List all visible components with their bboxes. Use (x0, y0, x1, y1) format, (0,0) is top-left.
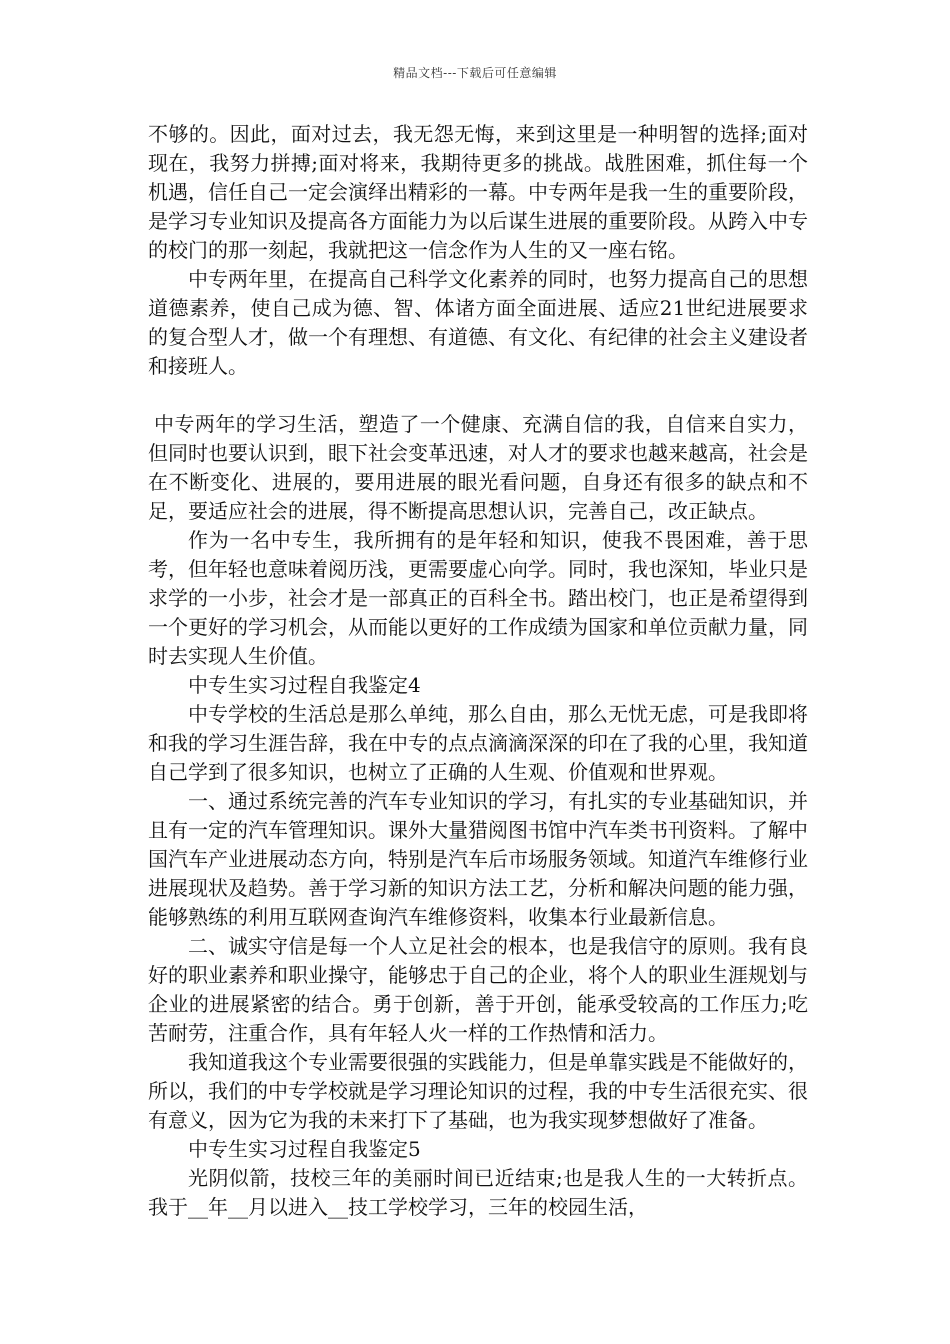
paragraph-3: 中专两年的学习生活，塑造了一个健康、充满自信的我，自信来自实力，但同时也要认识到，眼下社会变革迅速，对人才的要求也越来越高，社会是在不断变化、进展的，要用进展的眼光看问题，自身还有很多的缺点和不足，要适应社会的进展，得不断提高思想认识，完善自己，改正缺点。 (148, 412, 808, 523)
paragraph-4: 作为一名中专生，我所拥有的是年轻和知识，使我不畏困难，善于思考，但年轻也意味着阅历浅，更需要虚心向学。同时，我也深知，毕业只是求学的一小步，社会才是一部真正的百科全书。踏出校门，也正是希望得到一个更好的学习机会，从而能以更好的工作成绩为国家和单位贡献力量，同时去实现人生价值。 (148, 528, 808, 668)
paragraph-5: 中专学校的生活总是那么单纯，那么自由，那么无忧无虑，可是我即将和我的学习生涯告辞，我在中专的点点滴滴深深的印在了我的心里，我知道自己学到了很多知识，也树立了正确的人生观、价值观和世界观。 (148, 702, 808, 784)
document-body (148, 120, 808, 1222)
paragraph-1: 不够的。因此，面对过去，我无怨无悔，来到这里是一种明智的选择;面对现在，我努力拼搏;面对将来，我期待更多的挑战。战胜困难，抓住每一个机遇，信任自己一定会演绎出精彩的一幕。中专两年是我一生的重要阶段，是学习专业知识及提高各方面能力为以后谋生进展的重要阶段。从跨入中专的校门的那一刻起，我就把这一信念作为人生的又一座右铭。 (148, 122, 808, 262)
section-heading-5: 中专生实习过程自我鉴定5 (188, 1137, 421, 1161)
page-header: 精品文档---下载后可任意编辑 (393, 66, 557, 80)
paragraph-7: 二、诚实守信是每一个人立足社会的根本，也是我信守的原则。我有良好的职业素养和职业操守，能够忠于自己的企业，将个人的职业生涯规划与企业的进展紧密的结合。勇于创新，善于开创，能承受较高的工作压力;吃苦耐劳，注重合作，具有年轻人火一样的工作热情和活力。 (148, 934, 808, 1045)
blank-line (148, 381, 808, 410)
paragraph-8: 我知道我这个专业需要很强的实践能力，但是单靠实践是不能做好的，所以，我们的中专学校就是学习理论知识的过程，我的中专生活很充实、很有意义，因为它为我的未来打下了基础，也为我实现梦想做好了准备。 (148, 1050, 808, 1132)
paragraph-2: 中专两年里，在提高自己科学文化素养的同时，也努力提高自己的思想道德素养，使自己成为德、智、体诸方面全面进展、适应21世纪进展要求的复合型人才，做一个有理想、有道德、有文化、有纪律的社会主义建设者和接班人。 (148, 267, 808, 378)
section-heading-4: 中专生实习过程自我鉴定4 (188, 673, 421, 697)
paragraph-9: 光阴似箭，技校三年的美丽时间已近结束;也是我人生的一大转折点。我于__年__月以进入__技工学校学习，三年的校园生活， (148, 1166, 808, 1219)
paragraph-6: 一、通过系统完善的汽车专业知识的学习，有扎实的专业基础知识，并且有一定的汽车管理知识。课外大量猎阅图书馆中汽车类书刊资料。了解中国汽车产业进展动态方向，特别是汽车后市场服务领域。知道汽车维修行业进展现状及趋势。善于学习新的知识方法工艺，分析和解决问题的能力强，能够熟练的利用互联网查询汽车维修资料，收集本行业最新信息。 (148, 789, 808, 929)
